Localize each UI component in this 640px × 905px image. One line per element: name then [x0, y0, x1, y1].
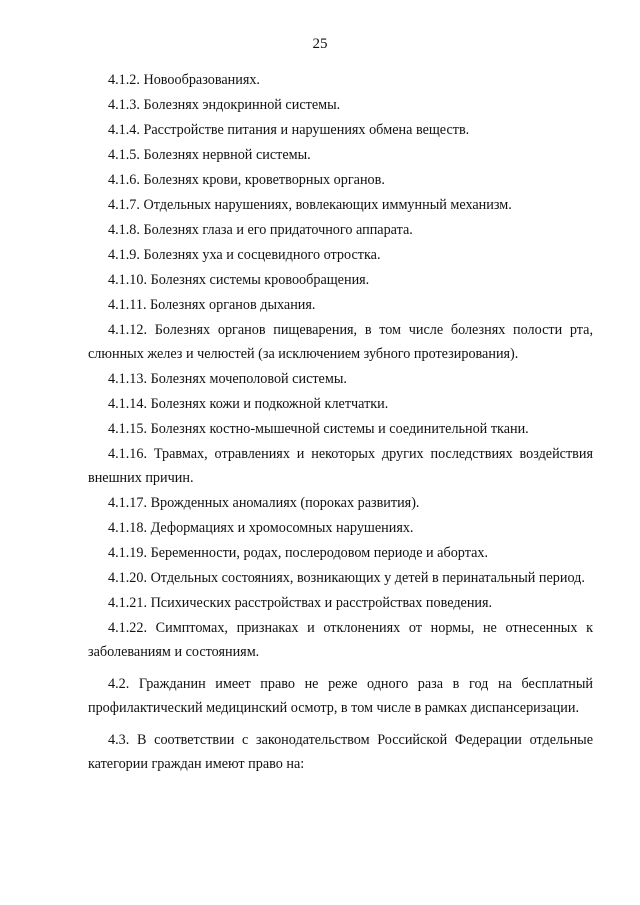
list-item-4-1-7: 4.1.7. Отдельных нарушениях, вовлекающих иммунный механизм.: [108, 197, 512, 213]
list-item-4-1-9: 4.1.9. Болезнях уха и сосцевидного отростка.: [108, 247, 381, 263]
list-item-4-1-13: 4.1.13. Болезнях мочеполовой системы.: [108, 371, 347, 387]
page-number: 25: [312, 36, 328, 52]
list-item-4-1-17: 4.1.17. Врожденных аномалиях (пороках развития).: [108, 495, 420, 511]
list-item-4-1-18: 4.1.18. Деформациях и хромосомных нарушениях.: [108, 520, 414, 536]
list-item-4-1-12: 4.1.12. Болезнях органов пищеварения, в том числе болезнях полости рта, слюнных желез и челюстей (за исключением зубного протезирования).: [88, 322, 593, 362]
list-item-4-1-16: 4.1.16. Травмах, отравлениях и некоторых других последствиях воздействия внешних причин.: [88, 446, 593, 486]
list-item-4-1-20: 4.1.20. Отдельных состояниях, возникающих у детей в перинатальный период.: [108, 570, 585, 586]
paragraph-4-3: 4.3. В соответствии с законодательством Российской Федерации отдельные категории граждан имеют право на:: [88, 732, 593, 772]
list-item-4-1-2: 4.1.2. Новообразованиях.: [108, 72, 260, 88]
list-item-4-1-8: 4.1.8. Болезнях глаза и его придаточного аппарата.: [108, 222, 413, 238]
list-item-4-1-14: 4.1.14. Болезнях кожи и подкожной клетчатки.: [108, 396, 389, 412]
list-item-4-1-11: 4.1.11. Болезнях органов дыхания.: [108, 297, 316, 313]
document-body: [88, 68, 593, 776]
list-item-4-1-21: 4.1.21. Психических расстройствах и расстройствах поведения.: [108, 595, 493, 611]
paragraph-4-2: 4.2. Гражданин имеет право не реже одного раза в год на бесплатный профилактический медицинский осмотр, в том числе в рамках диспансеризации.: [88, 676, 593, 716]
list-item-4-1-10: 4.1.10. Болезнях системы кровообращения.: [108, 272, 370, 288]
list-item-4-1-19: 4.1.19. Беременности, родах, послеродовом периоде и абортах.: [108, 545, 489, 561]
list-item-4-1-15: 4.1.15. Болезнях костно-мышечной системы и соединительной ткани.: [108, 421, 529, 437]
list-item-4-1-5: 4.1.5. Болезнях нервной системы.: [108, 147, 311, 163]
list-item-4-1-3: 4.1.3. Болезнях эндокринной системы.: [108, 97, 341, 113]
list-item-4-1-6: 4.1.6. Болезнях крови, кроветворных органов.: [108, 172, 385, 188]
list-item-4-1-22: 4.1.22. Симптомах, признаках и отклонениях от нормы, не отнесенных к заболеваниям и состояниям.: [88, 620, 593, 660]
list-item-4-1-4: 4.1.4. Расстройстве питания и нарушениях обмена веществ.: [108, 122, 470, 138]
